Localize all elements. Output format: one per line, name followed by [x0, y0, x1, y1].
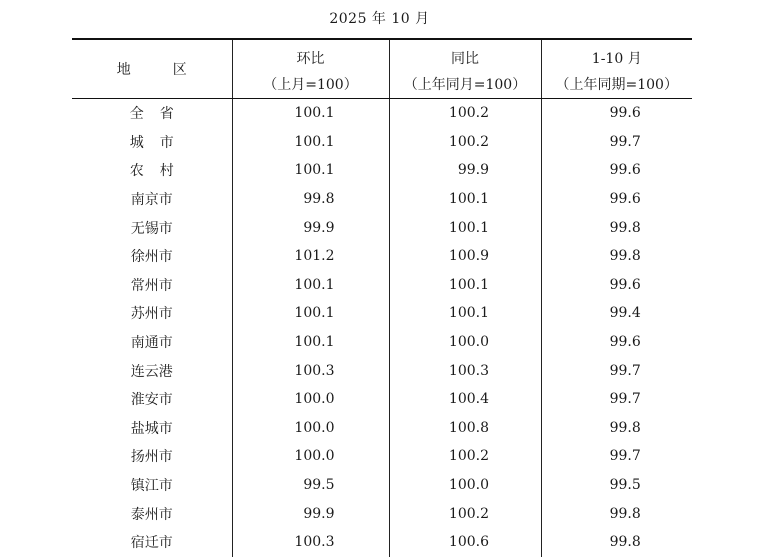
cell-region	[72, 528, 232, 557]
cell-yoy	[389, 471, 541, 500]
cell-yoy	[389, 185, 541, 214]
cell-mom	[232, 385, 389, 414]
cell-ytd-value: 99.8	[609, 534, 641, 551]
table-row	[72, 185, 692, 214]
region-name: 南京市	[130, 192, 173, 209]
cell-ytd	[541, 99, 692, 128]
cell-mom	[232, 213, 389, 242]
cell-ytd-value: 99.4	[609, 305, 641, 322]
cell-ytd	[541, 156, 692, 185]
cell-yoy	[389, 156, 541, 185]
cell-ytd	[541, 128, 692, 157]
cell-mom	[232, 156, 389, 185]
table-row	[72, 128, 692, 157]
cell-ytd-value: 99.6	[609, 162, 641, 179]
table-row	[72, 156, 692, 185]
cell-yoy-value: 100.1	[448, 219, 489, 236]
region-name: 扬州市	[130, 449, 173, 466]
region-name: 盐城市	[130, 420, 173, 437]
cell-region	[72, 128, 232, 157]
region-name: 南通市	[130, 335, 173, 352]
header-ytd-title: 1-10 月	[541, 39, 692, 70]
cell-mom-value: 100.1	[294, 334, 335, 351]
cell-yoy	[389, 271, 541, 300]
cell-mom-value: 100.0	[294, 419, 335, 436]
region-name: 无锡市	[130, 220, 173, 237]
cell-ytd-value: 99.7	[609, 133, 641, 150]
cell-ytd-value: 99.7	[609, 391, 641, 408]
cell-ytd-value: 99.7	[609, 362, 641, 379]
cell-yoy-value: 100.9	[448, 248, 489, 265]
cell-region	[72, 414, 232, 443]
cell-ytd-value: 99.8	[609, 419, 641, 436]
cell-yoy	[389, 528, 541, 557]
cell-yoy	[389, 99, 541, 128]
cell-ytd-value: 99.5	[609, 477, 641, 494]
cell-mom-value: 99.8	[303, 191, 335, 208]
cell-mom	[232, 299, 389, 328]
header-mom-base: （上月=100）	[232, 70, 389, 99]
region-name: 苏州市	[130, 306, 173, 323]
cell-mom-value: 100.1	[294, 162, 335, 179]
cell-yoy	[389, 328, 541, 357]
cell-region	[72, 356, 232, 385]
table-row	[72, 414, 692, 443]
cell-region	[72, 328, 232, 357]
cell-mom-value: 100.1	[294, 133, 335, 150]
header-yoy-title: 同比	[389, 39, 541, 70]
cell-region	[72, 242, 232, 271]
cell-ytd	[541, 242, 692, 271]
cell-mom-value: 99.9	[303, 219, 335, 236]
header-region: 地 区	[72, 39, 232, 99]
cell-ytd-value: 99.6	[609, 191, 641, 208]
cell-ytd-value: 99.6	[609, 276, 641, 293]
cell-mom	[232, 242, 389, 271]
cell-yoy	[389, 242, 541, 271]
cell-mom-value: 101.2	[294, 248, 335, 265]
cell-mom-value: 100.0	[294, 448, 335, 465]
table-row	[72, 442, 692, 471]
cell-yoy	[389, 442, 541, 471]
cell-yoy-value: 100.0	[448, 477, 489, 494]
cell-ytd	[541, 442, 692, 471]
cell-yoy-value: 100.0	[448, 334, 489, 351]
cell-ytd	[541, 471, 692, 500]
region-name: 泰州市	[130, 506, 173, 523]
cell-ytd	[541, 356, 692, 385]
table-body	[72, 99, 692, 557]
cell-yoy	[389, 414, 541, 443]
cell-mom	[232, 185, 389, 214]
cell-ytd	[541, 185, 692, 214]
cell-ytd	[541, 414, 692, 443]
cell-mom-value: 99.9	[303, 505, 335, 522]
cell-yoy-value: 100.2	[448, 133, 489, 150]
cell-region	[72, 156, 232, 185]
region-name: 宿迁市	[130, 535, 173, 552]
cell-yoy	[389, 356, 541, 385]
cell-mom-value: 100.1	[294, 305, 335, 322]
region-name: 常州市	[130, 277, 173, 294]
header-mom-title: 环比	[232, 39, 389, 70]
region-name: 徐州市	[130, 249, 173, 266]
cell-region	[72, 213, 232, 242]
cell-mom	[232, 528, 389, 557]
cell-yoy-value: 100.1	[448, 305, 489, 322]
cell-yoy-value: 100.2	[448, 505, 489, 522]
cell-mom	[232, 471, 389, 500]
cell-yoy-value: 99.9	[457, 162, 489, 179]
cell-ytd	[541, 271, 692, 300]
cell-mom-value: 100.3	[294, 362, 335, 379]
table-row	[72, 499, 692, 528]
region-name: 农村	[129, 163, 190, 180]
cell-ytd	[541, 385, 692, 414]
region-name: 镇江市	[130, 478, 173, 495]
header-ytd-base: （上年同期=100）	[541, 70, 692, 99]
region-name: 城市	[129, 134, 190, 151]
cell-mom	[232, 499, 389, 528]
cell-yoy-value: 100.1	[448, 276, 489, 293]
cell-mom	[232, 414, 389, 443]
cell-region	[72, 185, 232, 214]
cell-yoy	[389, 128, 541, 157]
cell-yoy-value: 100.2	[448, 448, 489, 465]
cell-ytd-value: 99.6	[609, 105, 641, 122]
table-row	[72, 299, 692, 328]
cell-mom-value: 99.5	[303, 477, 335, 494]
cell-ytd-value: 99.8	[609, 248, 641, 265]
cell-mom	[232, 99, 389, 128]
table-row	[72, 356, 692, 385]
cell-region	[72, 299, 232, 328]
cell-region	[72, 271, 232, 300]
cell-yoy	[389, 499, 541, 528]
table-row	[72, 242, 692, 271]
cell-yoy-value: 100.8	[448, 419, 489, 436]
cell-yoy	[389, 299, 541, 328]
cell-mom	[232, 356, 389, 385]
cell-region	[72, 471, 232, 500]
cell-yoy-value: 100.6	[448, 534, 489, 551]
price-index-table	[72, 38, 692, 557]
cell-ytd	[541, 528, 692, 557]
header-yoy-base: （上年同月=100）	[389, 70, 541, 99]
cell-ytd-value: 99.6	[609, 334, 641, 351]
cell-ytd	[541, 499, 692, 528]
table-row	[72, 328, 692, 357]
cell-yoy	[389, 213, 541, 242]
cell-mom-value: 100.3	[294, 534, 335, 551]
cell-ytd-value: 99.8	[609, 505, 641, 522]
cell-ytd-value: 99.7	[609, 448, 641, 465]
cell-region	[72, 499, 232, 528]
cell-ytd-value: 99.8	[609, 219, 641, 236]
cell-ytd	[541, 213, 692, 242]
cell-mom	[232, 328, 389, 357]
cell-mom-value: 100.1	[294, 276, 335, 293]
table-header	[72, 39, 692, 99]
cell-yoy-value: 100.4	[448, 391, 489, 408]
table-row	[72, 528, 692, 557]
region-name: 全省	[129, 106, 190, 123]
region-name: 淮安市	[130, 392, 173, 409]
region-name: 连云港	[130, 363, 173, 380]
cell-mom-value: 100.0	[294, 391, 335, 408]
cell-ytd	[541, 328, 692, 357]
price-index-table-container	[72, 38, 692, 557]
table-title: 2025 年 10 月	[329, 11, 430, 27]
cell-mom	[232, 128, 389, 157]
table-row	[72, 213, 692, 242]
cell-yoy-value: 100.2	[448, 105, 489, 122]
cell-yoy-value: 100.3	[448, 362, 489, 379]
cell-mom	[232, 271, 389, 300]
cell-ytd	[541, 299, 692, 328]
cell-region	[72, 442, 232, 471]
table-row	[72, 471, 692, 500]
table-row	[72, 271, 692, 300]
cell-yoy	[389, 385, 541, 414]
cell-yoy-value: 100.1	[448, 191, 489, 208]
table-row	[72, 385, 692, 414]
cell-region	[72, 99, 232, 128]
cell-region	[72, 385, 232, 414]
cell-mom	[232, 442, 389, 471]
table-row	[72, 99, 692, 128]
cell-mom-value: 100.1	[294, 105, 335, 122]
